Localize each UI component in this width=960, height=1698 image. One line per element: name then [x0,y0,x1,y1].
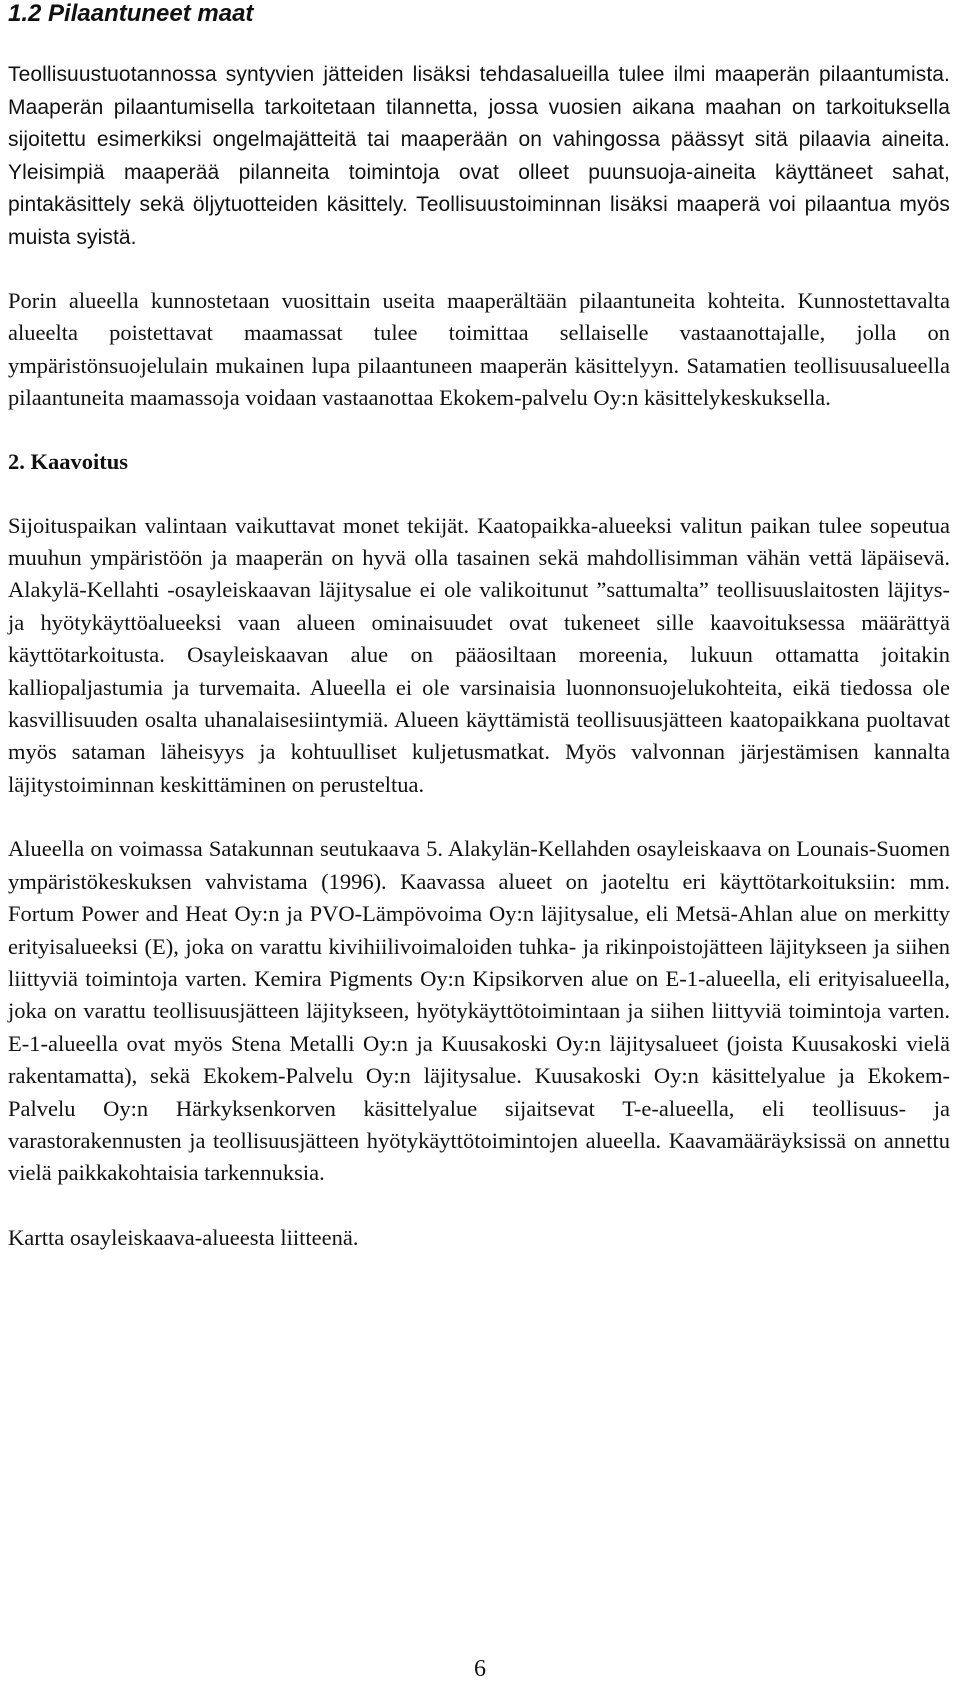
paragraph-pilaantuneet-maat: Teollisuustuotannossa syntyvien jätteiden lisäksi tehdasalueilla tulee ilmi maaperän pilaantumista. Maaperän pilaantumisella tarkoitetaan tilannetta, jossa vuosien aikana maahan on tarkoituksella sijoitettu esimerkiksi ongelmajätteitä tai maaperään on vahingossa päässyt sitä pilaavia aineita. Yleisimpiä maaperää pilanneita toimintoja ovat olleet puunsuoja-aineita käyttäneet sahat, pintakäsittely sekä öljytuotteiden käsittely. Teollisuustoiminnan lisäksi maaperä voi pilaantua myös muista syistä. [8,63,950,249]
paragraph-sijoituspaikka: Sijoituspaikan valintaan vaikuttavat monet tekijät. Kaatopaikka-alueeksi valitun paikan tulee sopeutua muuhun ympäristöön ja maaperän on hyvä olla tasainen sekä mahdollisimman vähän vettä läpäisevä. Alakylä-Kellahti -osayleiskaavan läjitysalue ei ole valikoitunut ”sattumalta” teollisuuslaitosten läjitys- ja hyötykäyttöalueeksi vaan alueen ominaisuudet ovat tukeneet sille kaavoituksessa määrättyä käyttötarkoitusta. Osayleiskaavan alue on pääosiltaan moreenia, lukuun ottamatta joitakin kalliopaljastumia ja turvemaita. Alueella ei ole varsinaisia luonnonsuojelukohteita, eikä tiedossa ole kasvillisuuden osalta uhanalaisesiintymiä. Alueen käyttämistä teollisuusjätteen kaatopaikkana puoltavat myös sataman läheisyys ja kohtuulliset kuljetusmatkat. Myös valvonnan järjestämisen kannalta läjitystoiminnan keskittäminen on perusteltua. [8,512,950,797]
document-page [8,0,950,1254]
paragraph-kartta-liitteena: Kartta osayleiskaava-alueesta liitteenä. [8,1224,359,1250]
section-heading-kaavoitus: 2. Kaavoitus [8,448,129,474]
page-number: 6 [474,1656,486,1682]
paragraph-porin-alue: Porin alueella kunnostetaan vuosittain useita maaperältään pilaantuneita kohteita. Kunnostettavalta alueelta poistettavat maamassat tulee toimittaa sellaiselle vastaanottajalle, jolla on ympäristönsuojelulain mukainen lupa pilaantuneen maaperän käsittelyyn. Satamatien teollisuusalueella pilaantuneita maamassoja voidaan vastaanottaa Ekokem-palvelu Oy:n käsittelykeskuksella. [8,288,950,411]
paragraph-seutukaava: Alueella on voimassa Satakunnan seutukaava 5. Alakylän-Kellahden osayleiskaava on Lounais-Suomen ympäristökeskuksen vahvistama (1996). Kaavassa alueet on jaoteltu eri käyttötarkoituksiin: mm. Fortum Power and Heat Oy:n ja PVO-Lämpövoima Oy:n läjitysalue, eli Metsä-Ahlan alue on merkitty erityisalueeksi (E), joka on varattu kivihiilivoimaloiden tuhka- ja rikinpoistojätteen läjitykseen ja siihen liittyviä toimintoja varten. Kemira Pigments Oy:n Kipsikorven alue on E-1-alueella, eli erityisalueella, joka on varattu teollisuusjätteen läjitykseen, hyötykäyttötoimintaan ja siihen liittyviä toimintoja varten. E-1-alueella ovat myös Stena Metalli Oy:n ja Kuusakoski Oy:n läjitysalueet (joista Kuusakoski vielä rakentamatta), sekä Ekokem-Palvelu Oy:n läjitysalue. Kuusakoski Oy:n käsittelyalue ja Ekokem-Palvelu Oy:n Härkyksenkorven käsittelyalue sijaitsevat T-e-alueella, eli teollisuus- ja varastorakennusten ja teollisuusjätteen hyötykäyttötoimintojen alueella. Kaavamääräyksissä on annettu vielä paikkakohtaisia tarkennuksia. [8,836,950,1186]
section-heading-1-2: 1.2 Pilaantuneet maat [8,0,254,27]
